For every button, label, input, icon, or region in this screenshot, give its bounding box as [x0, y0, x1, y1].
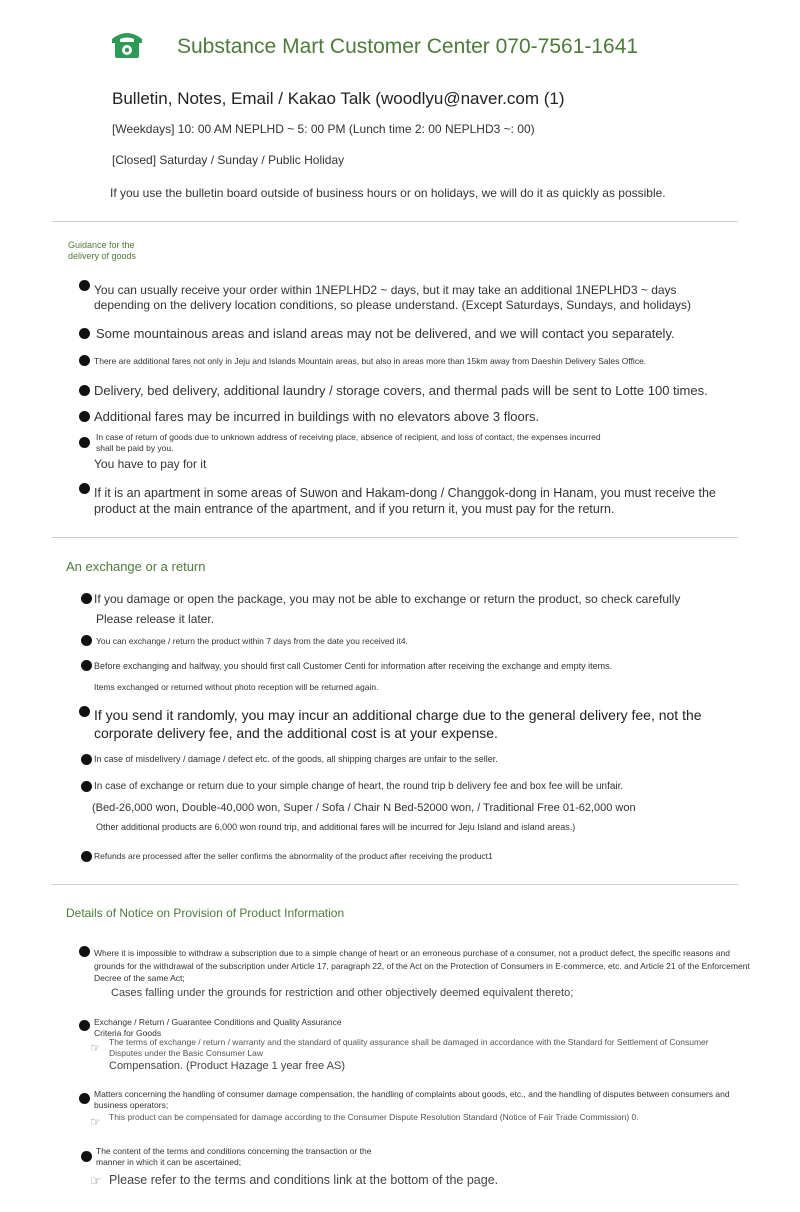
- notice-item-2-sub2: Compensation. (Product Hazage 1 year free AS): [109, 1060, 346, 1072]
- delivery-item-5: Additional fares may be incurred in buildings with no elevators above 3 floors.: [94, 409, 540, 424]
- notice-item-4-line1: The content of the terms and conditions concerning the transaction or the: [96, 1146, 372, 1156]
- bullet: [81, 851, 92, 862]
- notice-item-1-sub: Cases falling under the grounds for restriction and other objectively deemed equivalent thereto;: [111, 987, 574, 999]
- bullet: [79, 355, 90, 366]
- exchange-item-6-sub1: (Bed-26,000 won, Double-40,000 won, Super / Sofa / Chair N Bed-52000 won, / Traditional Free 01-62,000 won: [92, 802, 636, 814]
- exchange-item-1: If you damage or open the package, you may not be able to exchange or return the product, so check carefully: [94, 592, 681, 606]
- notice-item-1: Where it is impossible to withdraw a subscription due to a simple change of heart or an erroneous purchase of a consumer, not a product defect, the specific reasons and grounds for the withdrawal of the subscription under Article 17, paragraph 22, of the Act on the Protection of Consumers in E-commerce, etc. and Article 21 of the Enforcement Decree of the same Act;: [94, 948, 750, 983]
- bullet: [81, 593, 92, 604]
- exchange-item-4: If you send it randomly, you may incur an additional charge due to the general delivery fee, not the corporate delivery fee, and the additional cost is at your expense.: [94, 707, 702, 741]
- bullet: [79, 437, 90, 448]
- exchange-item-5: In case of misdelivery / damage / defect etc. of the goods, all shipping charges are unfair to the seller.: [94, 754, 498, 764]
- delivery-item-4: Delivery, bed delivery, additional laundry / storage covers, and thermal pads will be sent to Lotte 100 times.: [94, 383, 708, 398]
- notice-item-3: Matters concerning the handling of consumer damage compensation, the handling of complaints about goods, etc., and the handling of disputes between consumers and business operators;: [94, 1089, 730, 1110]
- delivery-item-1: You can usually receive your order within 1NEPLHD2 ~ days, but it may take an additional 1NEPLHD3 ~ days depending on the delivery location conditions, so please understand. (Except Saturdays, Sundays, and holidays): [94, 283, 692, 312]
- delivery-item-6: In case of return of goods due to unknown address of receiving place, absence of recipient, and loss of contact, the expenses incurred: [96, 432, 601, 442]
- bullet: [79, 1020, 90, 1031]
- exchange-item-1-sub: Please release it later.: [96, 612, 215, 626]
- notice-item-2-line1: Exchange / Return / Guarantee Conditions and Quality Assurance: [94, 1017, 342, 1027]
- exchange-item-6-sub2: Other additional products are 6,000 won round trip, and additional fares will be incurred for Jeju Island and island areas.): [96, 822, 576, 832]
- bullet: [81, 1151, 92, 1162]
- notice-item-2-line2: Criteria for Goods: [94, 1028, 162, 1038]
- exchange-item-6: In case of exchange or return due to your simple change of heart, the round trip b delivery fee and box fee will be unfair.: [94, 781, 624, 792]
- exchange-item-7: Refunds are processed after the seller confirms the abnormality of the product after receiving the product1: [94, 851, 493, 861]
- hand-pointer-icon: ☞: [90, 1041, 101, 1055]
- bullet: [81, 754, 92, 765]
- delivery-heading-line1: Guidance for the: [68, 240, 135, 250]
- notice-item-2: [94, 1017, 342, 1039]
- delivery-heading-line2: delivery of goods: [68, 251, 137, 261]
- bullet: [81, 635, 92, 646]
- notice-item-4: [96, 1146, 371, 1168]
- bullet: [79, 483, 90, 494]
- bullet: [81, 660, 92, 671]
- contact-line: Bulletin, Notes, Email / Kakao Talk (woodlyu@naver.com (1): [112, 89, 565, 108]
- bullet: [79, 946, 90, 957]
- delivery-heading: [68, 240, 136, 262]
- after-hours-note: If you use the bulletin board outside of business hours or on holidays, we will do it as quickly as possible.: [110, 186, 666, 200]
- divider: [52, 537, 738, 538]
- exchange-heading: An exchange or a return: [66, 559, 206, 574]
- delivery-item-6-sub2: You have to pay for it: [94, 457, 207, 471]
- phone-icon: [110, 29, 144, 59]
- notice-item-3-sub: This product can be compensated for damage according to the Consumer Dispute Resolution Standard (Notice of Fair Trade Commission) 0.: [109, 1112, 639, 1122]
- exchange-item-3-sub: Items exchanged or returned without photo reception will be returned again.: [94, 682, 379, 692]
- closed-days: [Closed] Saturday / Sunday / Public Holiday: [112, 153, 345, 167]
- bullet: [79, 328, 90, 339]
- bullet: [79, 280, 90, 291]
- notice-heading: Details of Notice on Provision of Product Information: [66, 906, 345, 920]
- notice-item-4-sub: Please refer to the terms and conditions link at the bottom of the page.: [109, 1173, 499, 1187]
- notice-item-4-line2: manner in which it can be ascertained;: [96, 1157, 242, 1167]
- bullet: [79, 1093, 90, 1104]
- bullet: [81, 781, 92, 792]
- page-title: Substance Mart Customer Center 070-7561-1641: [177, 35, 639, 58]
- exchange-item-3: Before exchanging and halfway, you should first call Customer Centi for information after receiving the exchange and empty items.: [94, 661, 613, 671]
- weekday-hours: [Weekdays] 10: 00 AM NEPLHD ~ 5: 00 PM (Lunch time 2: 00 NEPLHD3 ~: 00): [112, 122, 535, 136]
- delivery-item-2: Some mountainous areas and island areas may not be delivered, and we will contact you separately.: [96, 326, 675, 341]
- hand-pointer-icon: ☞: [90, 1173, 102, 1188]
- exchange-item-2: You can exchange / return the product within 7 days from the date you received it4.: [96, 636, 409, 646]
- notice-item-2-sub: The terms of exchange / return / warranty and the standard of quality assurance shall be damaged in accordance with the Standard for Settlement of Consumer Disputes under the Basic Consumer Law: [109, 1037, 709, 1058]
- bullet: [79, 411, 90, 422]
- divider: [52, 221, 738, 222]
- delivery-item-3: There are additional fares not only in Jeju and Islands Mountain areas, but also in areas more than 15km away from Daeshin Delivery Sales Office.: [94, 356, 647, 366]
- delivery-item-6-sub1: shall be paid by you.: [96, 443, 174, 453]
- bullet: [79, 706, 90, 717]
- divider: [52, 884, 738, 885]
- bullet: [79, 385, 90, 396]
- hand-pointer-icon: ☞: [90, 1115, 101, 1129]
- delivery-item-7: If it is an apartment in some areas of Suwon and Hakam-dong / Changgok-dong in Hanam, you must receive the product at the main entrance of the apartment, and if you return it, you must pay for the return.: [94, 486, 716, 516]
